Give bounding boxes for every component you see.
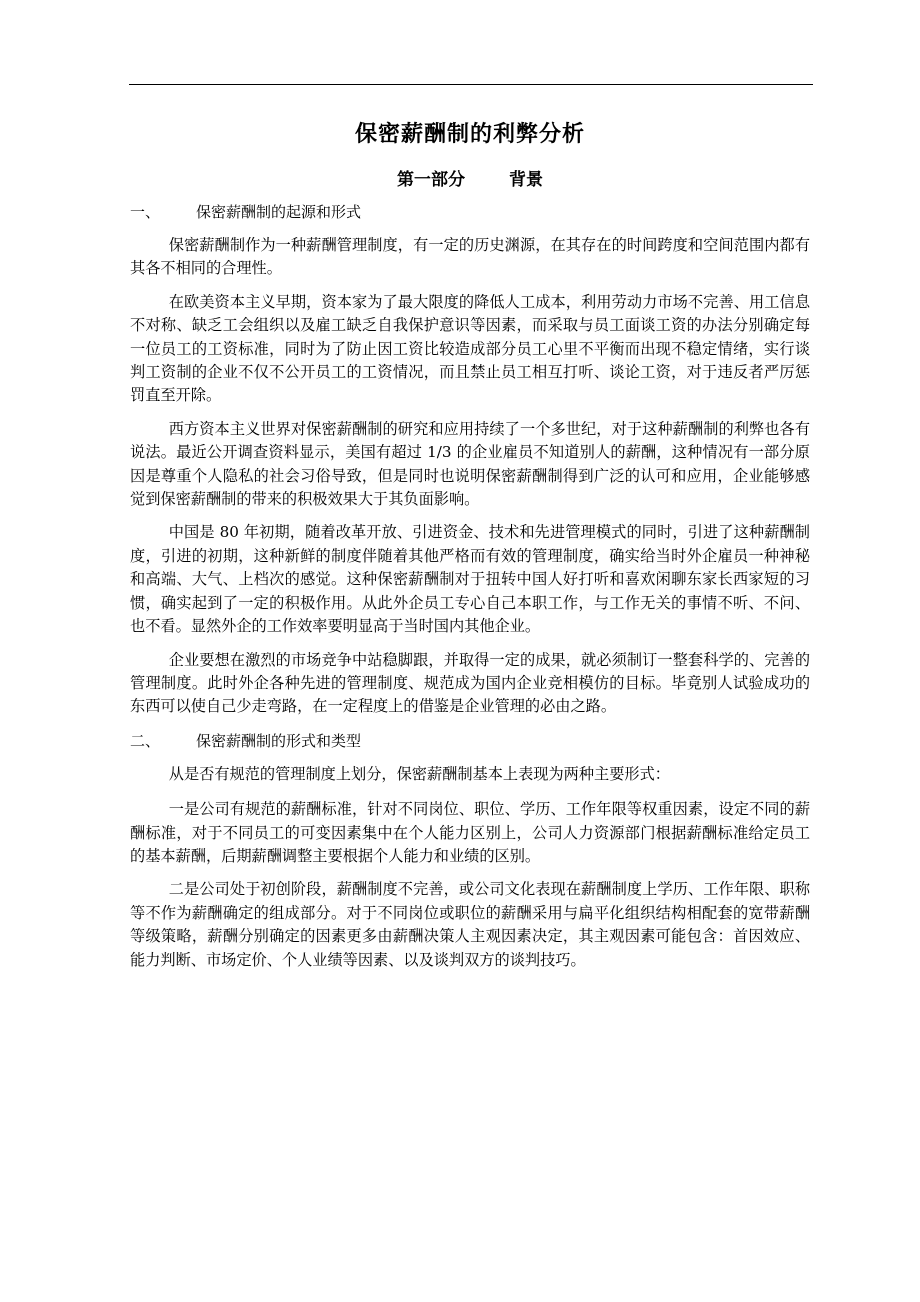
section-title: 保密薪酬制的起源和形式: [196, 203, 362, 221]
section-heading: [130, 200, 810, 224]
section-heading: [130, 729, 810, 753]
paragraph: 中国是 80 年初期，随着改革开放、引进资金、技术和先进管理模式的同时，引进了这种薪酬制度，引进的初期，这种新鲜的制度伴随着其他严格而有效的管理制度，确实给当时外企雇员一种神秘和高端、大气、上档次的感觉。这种保密薪酬制对于扭转中国人好打听和喜欢闲聊东家长西家短的习惯，确实起到了一定的积极作用。从此外企员工专心自己本职工作，与工作无关的事情不听、不问、也不看。显然外企的工作效率要明显高于当时国内其他企业。: [130, 523, 810, 636]
paragraph: 一是公司有规范的薪酬标准，针对不同岗位、职位、学历、工作年限等权重因素，设定不同的薪酬标准，对于不同员工的可变因素集中在个人能力区别上，公司人力资源部门根据薪酬标准给定员工的基本薪酬，后期薪酬调整主要根据个人能力和业绩的区别。: [130, 800, 810, 865]
header-rule: [129, 84, 813, 85]
part-name: 背景: [509, 170, 543, 190]
paragraph: 西方资本主义世界对保密薪酬制的研究和应用持续了一个多世纪，对于这种薪酬制的利弊也各有说法。最近公开调查资料显示，美国有超过 1/3 的企业雇员不知道别人的薪酬，这种情况有一部分原因是尊重个人隐私的社会习俗导致，但是同时也说明保密薪酬制得到广泛的认可和应用，企业能够感觉到保密薪酬制的带来的积极效果大于其负面影响。: [130, 419, 810, 509]
part-heading: [130, 168, 810, 192]
paragraph: 从是否有规范的管理制度上划分，保密薪酬制基本上表现为两种主要形式：: [168, 764, 670, 783]
section-title: 保密薪酬制的形式和类型: [196, 731, 362, 750]
paragraph: 企业要想在激烈的市场竞争中站稳脚跟，并取得一定的成果，就必须制订一整套科学的、完善的管理制度。此时外企各种先进的管理制度、规范成为国内企业竞相模仿的目标。毕竟别人试验成功的东西可以使自己少走弯路，在一定程度上的借鉴是企业管理的必由之路。: [130, 650, 810, 716]
paragraph: 保密薪酬制作为一种薪酬管理制度，有一定的历史渊源，在其存在的时间跨度和空间范围内都有其各不相同的合理性。: [130, 236, 810, 278]
paragraph: 二是公司处于初创阶段，薪酬制度不完善，或公司文化表现在薪酬制度上学历、工作年限、职称等不作为薪酬确定的组成部分。对于不同岗位或职位的薪酬采用与扁平化组织结构相配套的宽带薪酬等级策略，薪酬分别确定的因素更多由薪酬决策人主观因素决定，其主观因素可能包含：首因效应、能力判断、市场定价、个人业绩等因素、以及谈判双方的谈判技巧。: [130, 880, 810, 969]
document-body: [130, 114, 810, 982]
part-label: 第一部分: [397, 170, 465, 190]
section-number: 一、: [130, 203, 161, 221]
document-title: 保密薪酬制的利弊分析: [354, 122, 585, 147]
section-number: 二、: [130, 731, 161, 750]
paragraph: 在欧美资本主义早期，资本家为了最大限度的降低人工成本，利用劳动力市场不完善、用工信息不对称、缺乏工会组织以及雇工缺乏自我保护意识等因素，而采取与员工面谈工资的办法分别确定每一位员工的工资标准，同时为了防止因工资比较造成部分员工心里不平衡而出现不稳定情绪，实行谈判工资制的企业不仅不公开员工的工资情况，而且禁止员工相互打听、谈论工资，对于违反者严厉惩罚直至开除。: [130, 292, 810, 405]
